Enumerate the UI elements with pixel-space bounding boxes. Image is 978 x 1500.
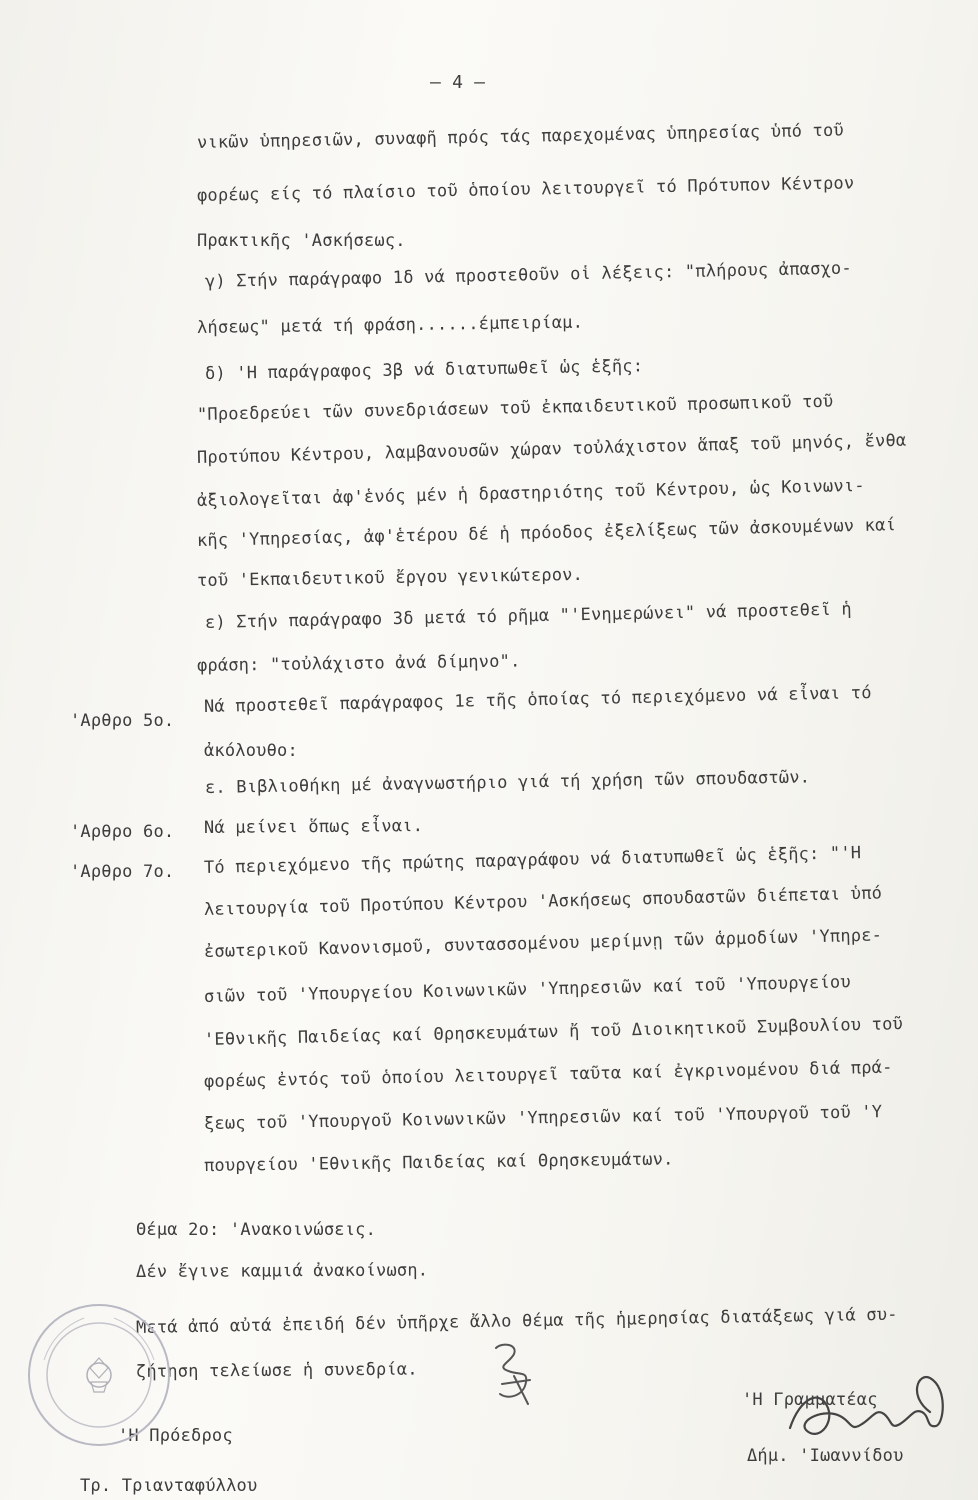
text-line: τοῦ 'Εκπαιδευτικοῦ ἔργου γενικώτερον. (196, 564, 584, 591)
page-number: — 4 — (430, 72, 486, 93)
text-line: Νά μείνει ὅπως εἶναι. (203, 816, 424, 838)
handwritten-initials-icon (488, 1340, 544, 1410)
text-line: Προτύπου Κέντρου, λαμβανουσῶν χώραν τοὐλάχιστον ἅπαξ τοῦ μηνός, ἔνθα (196, 430, 907, 468)
text-line: ε) Στήν παράγραφο 3δ μετά τό ρῆμα "'Ενημερώνει" νά προστεθεῖ ἡ (204, 599, 853, 633)
official-stamp-icon (24, 1300, 174, 1450)
text-line: ἀξιολογεῖται ἀφ'ἑνός μέν ἡ δραστηριότης τοῦ Κέντρου, ὡς Κοινωνι- (196, 475, 865, 511)
text-line: γ) Στήν παράγραφο 1δ νά προστεθοῦν οἱ λέξεις: "πλήρους ἀπασχο- (204, 258, 853, 292)
secretary-role: 'Η Γραμματέας (742, 1390, 878, 1410)
text-line: φορέως είς τό πλαίσιο τοῦ ὁποίου λειτουργεῖ τό Πρότυπον Κέντρον (196, 173, 855, 206)
text-line: φράση: "τοὐλάχιστο ἀνά δίμηνο". (196, 651, 521, 676)
president-name: Τρ. Τριανταφύλλου (80, 1476, 258, 1496)
text-line: ξεως τοῦ 'Υπουργοῦ Κοινωνικῶν 'Υπηρεσιῶν καί τοῦ 'Υπουργοῦ τοῦ 'Υ (203, 1102, 883, 1134)
article-label: 'Αρθρο 6ο. (70, 822, 175, 842)
text-line: ε. Βιβλιοθήκη μέ ἀναγνωστήριο γιά τή χρήση τῶν σπουδαστῶν. (204, 767, 811, 798)
text-line: πουργείου 'Εθνικῆς Παιδείας καί Θρησκευμάτων. (203, 1149, 674, 1176)
text-line: δ) 'Η παράγραφος 3β νά διατυπωθεῖ ὡς ἑξῆς: (204, 356, 644, 384)
text-line: Θέμα 2ο: 'Ανακοινώσεις. (136, 1220, 377, 1240)
text-line: φορέως ἐντός τοῦ ὁποίου λειτουργεῖ ταῦτα καί ἐγκρινομένου διά πρά- (203, 1057, 893, 1092)
president-role: 'Η Πρόεδρος (118, 1426, 233, 1446)
text-line: "Προεδρεύει τῶν συνεδριάσεων τοῦ ἐκπαιδευτικοῦ προσωπικοῦ τοῦ (196, 391, 834, 425)
text-line: Πρακτικῆς 'Ασκήσεως. (197, 231, 406, 251)
text-line: λήσεως" μετά τή φράση......έμπειρίαμ. (196, 312, 584, 338)
text-line: νικῶν ὑπηρεσιῶν, συναφῆ πρός τάς παρεχομένας ὑπηρεσίας ὑπό τοῦ (196, 120, 845, 153)
secretary-signature-icon (780, 1368, 960, 1458)
text-line: σιῶν τοῦ 'Υπουργείου Κοινωνικῶν 'Υπηρεσιῶν καί τοῦ 'Υπουργείου (203, 972, 852, 1007)
article-label: 'Αρθρο 5ο. (70, 711, 175, 731)
text-line: Νά προστεθεῖ παράγραφος 1ε τῆς ὁποίας τό περιεχόμενο νά εἶναι τό (203, 683, 872, 717)
article-label: 'Αρθρο 7ο. (70, 862, 175, 882)
text-line: Τό περιεχόμενο τῆς πρώτης παραγράφου νά διατυπωθεῖ ὡς ἑξῆς: "'Η (203, 843, 862, 878)
text-line: Δέν ἔγινε καμμιά ἀνακοίνωση. (135, 1260, 429, 1282)
text-line: 'Εθνικῆς Παιδείας καί Θρησκευμάτων ἤ τοῦ Διοικητικοῦ Συμβουλίου τοῦ (203, 1014, 904, 1050)
text-line: ζήτηση τελείωσε ἡ συνεδρία. (135, 1359, 418, 1382)
secretary-name: Δήμ. 'Ιωαννίδου (747, 1446, 904, 1466)
text-line: κῆς 'Υπηρεσίας, ἀφ'ἑτέρου δέ ἡ πρόοδος ἐξελίξεως τῶν ἀσκουμένων καί (196, 515, 897, 551)
text-line: λειτουργία τοῦ Προτύπου Κέντρου 'Ασκήσεως σπουδαστῶν διέπεται ὑπό (203, 883, 883, 920)
text-line: ἐσωτερικοῦ Κανονισμοῦ, συντασσομένου μερίμνῃ τῶν ἁρμοδίων 'Υπηρε- (203, 925, 883, 962)
text-line: Μετά ἀπό αὐτά ἐπειδή δέν ὑπῆρχε ἄλλο θέμα τῆς ἡμερησίας διατάξεως γιά συ- (135, 1304, 898, 1338)
text-line: ἀκόλουθο: (204, 741, 298, 761)
